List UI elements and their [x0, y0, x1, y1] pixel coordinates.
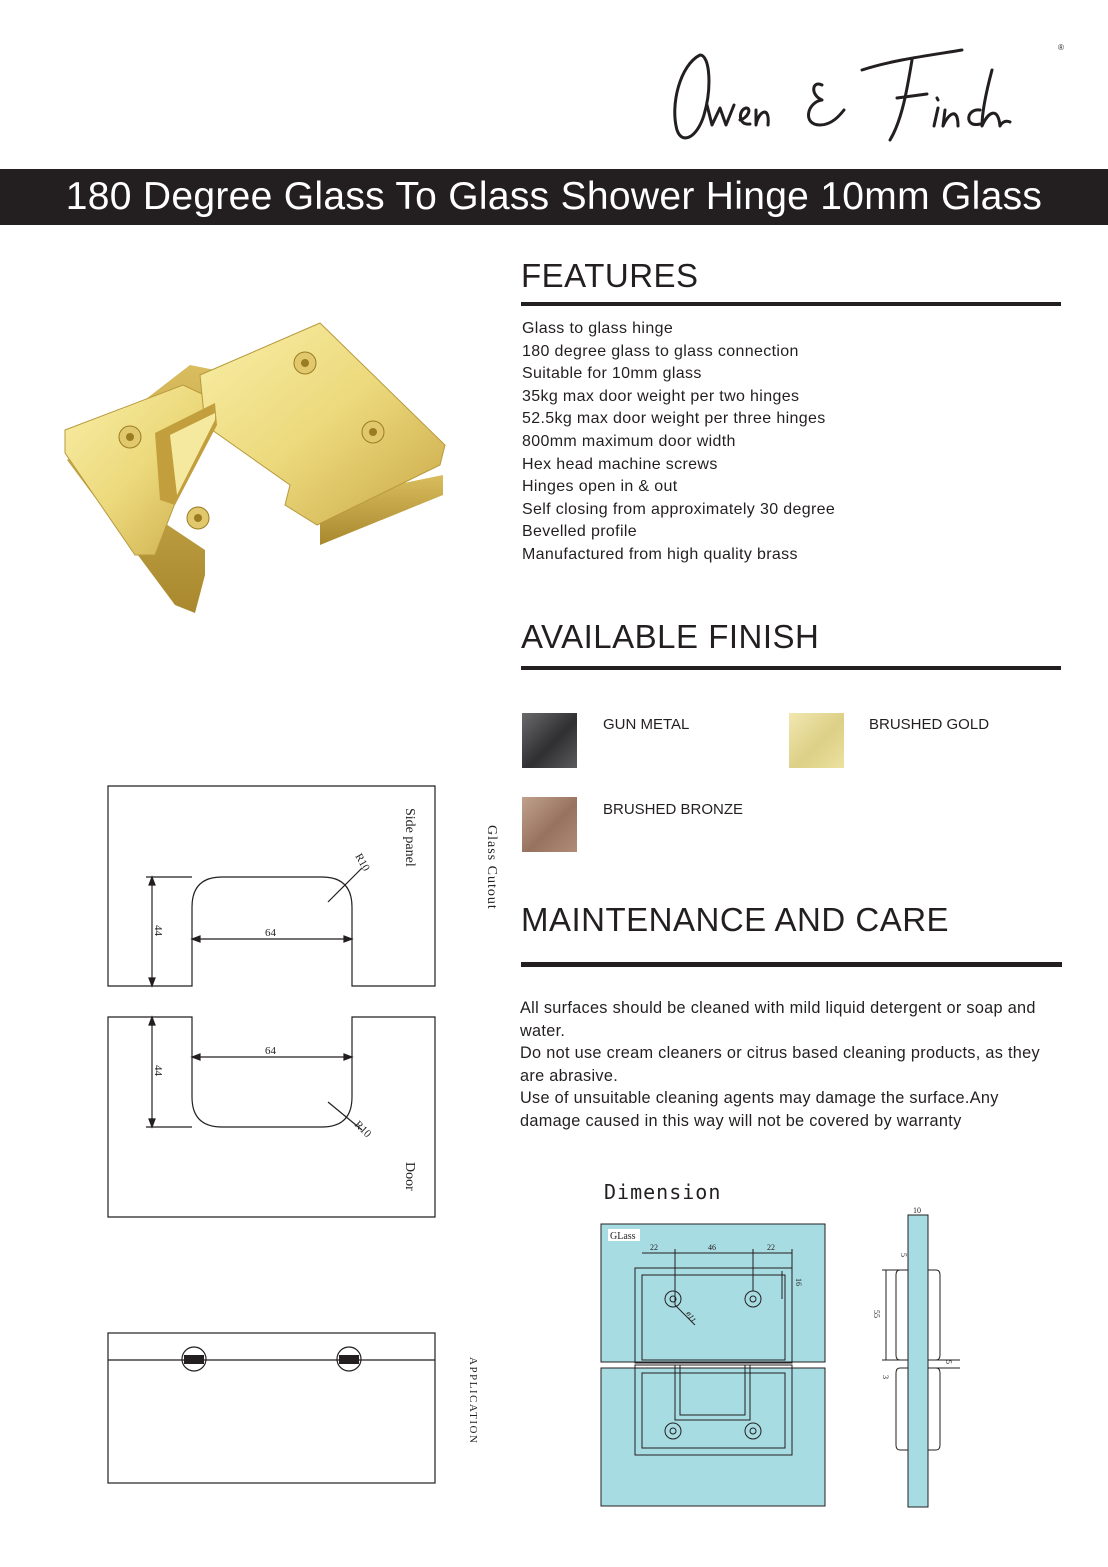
- hinge-product-image: [55, 315, 455, 620]
- feature-item: Hex head machine screws: [522, 455, 718, 473]
- dim-22-left: 22: [650, 1243, 658, 1252]
- feature-item: 52.5kg max door weight per three hinges: [522, 410, 826, 428]
- glass-label: GLass: [610, 1231, 636, 1242]
- dim-46: 46: [708, 1243, 716, 1252]
- dim-5-top: 5: [899, 1253, 908, 1257]
- features-rule: [521, 302, 1061, 306]
- dim-55: 55: [872, 1310, 881, 1318]
- dim-10: 10: [913, 1206, 921, 1215]
- dim-diameter: ø11: [684, 1309, 698, 1325]
- gun-metal-label: GUN METAL: [603, 716, 690, 733]
- feature-item: Self closing from approximately 30 degree: [522, 500, 836, 518]
- feature-item: Glass to glass hinge: [522, 320, 674, 337]
- finish-heading: AVAILABLE FINISH: [521, 618, 820, 655]
- feature-item: Manufactured from high quality brass: [522, 545, 798, 563]
- maintenance-heading: MAINTENANCE AND CARE: [521, 901, 950, 938]
- brushed-gold-swatch: [789, 713, 844, 768]
- cutout-radius-top: R10: [352, 851, 372, 874]
- maintenance-text: [520, 997, 1060, 1133]
- features-heading: FEATURES: [521, 257, 699, 294]
- dim-5-bottom: 5: [944, 1360, 953, 1364]
- registered-mark: ®: [1058, 43, 1064, 52]
- brushed-gold-label: BRUSHED GOLD: [869, 716, 990, 733]
- finish-rule: [521, 666, 1061, 670]
- dimension-drawing: [600, 1205, 980, 1510]
- features-list: [522, 318, 835, 567]
- cutout-height-dim-bottom: 44: [152, 1065, 164, 1076]
- feature-item: Suitable for 10mm glass: [522, 365, 702, 383]
- brushed-bronze-label: BRUSHED BRONZE: [603, 801, 744, 818]
- cutout-width-dim-bottom: 64: [265, 1045, 276, 1057]
- cutout-width-dim-top: 64: [265, 927, 276, 939]
- glass-cutout-drawing: [100, 780, 520, 1225]
- dim-16: 16: [794, 1278, 803, 1286]
- glass-cutout-label: Glass Cutout: [484, 825, 499, 910]
- feature-item: Bevelled profile: [522, 523, 637, 541]
- feature-item: 35kg max door weight per two hinges: [522, 387, 800, 405]
- feature-item: Hinges open in & out: [522, 478, 678, 496]
- application-drawing: [100, 1325, 500, 1490]
- brushed-bronze-swatch: [522, 797, 577, 852]
- dimension-title: Dimension: [604, 1180, 722, 1204]
- gun-metal-swatch: [522, 713, 577, 768]
- product-title: 180 Degree Glass To Glass Shower Hinge 10mm Glass: [0, 169, 1108, 225]
- maintenance-paragraph: All surfaces should be cleaned with mild liquid detergent or soap and water.: [520, 999, 1036, 1040]
- maintenance-paragraph: Use of unsuitable cleaning agents may damage the surface.Any damage caused in this way will not be covered by warranty: [520, 1089, 999, 1130]
- door-label: Door: [402, 1162, 417, 1191]
- application-label: APPLICATION: [467, 1357, 479, 1445]
- cutout-radius-bottom: R10: [351, 1118, 374, 1141]
- feature-item: 180 degree glass to glass connection: [522, 342, 799, 360]
- maintenance-paragraph: Do not use cream cleaners or citrus based cleaning products, as they are abrasive.: [520, 1044, 1040, 1085]
- cutout-height-dim-top: 44: [152, 925, 164, 936]
- owen-finch-logo: [662, 30, 1072, 155]
- dim-3: 3: [881, 1375, 890, 1379]
- dim-22-right: 22: [767, 1243, 775, 1252]
- maintenance-rule: [521, 962, 1062, 967]
- side-panel-label: Side panel: [402, 808, 417, 867]
- feature-item: 800mm maximum door width: [522, 432, 736, 450]
